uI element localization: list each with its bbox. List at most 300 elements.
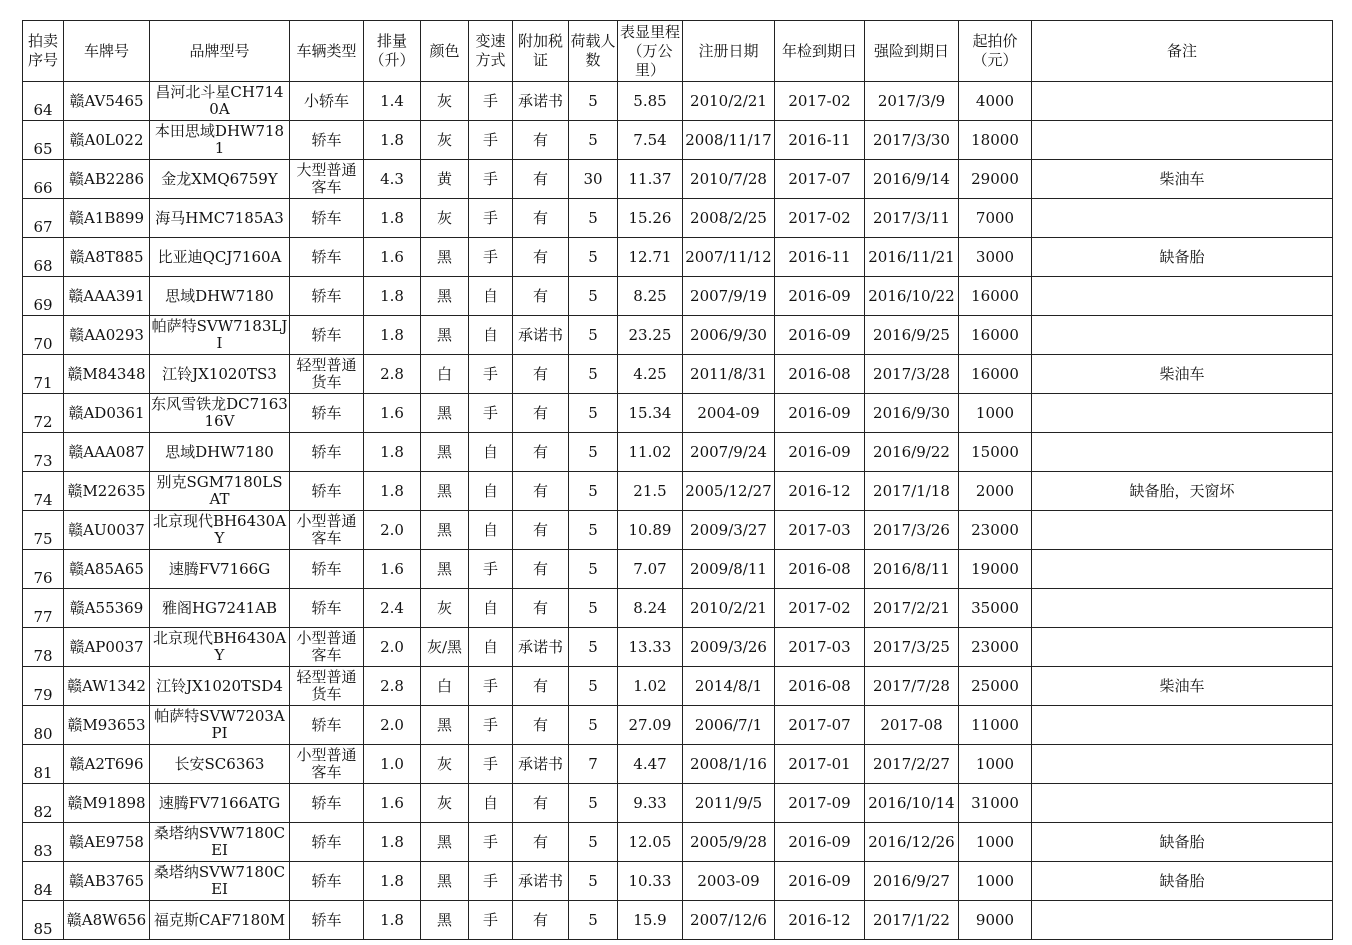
cell-color: 黑 bbox=[421, 472, 469, 511]
cell-starting-price: 16000 bbox=[959, 316, 1032, 355]
cell-registration-date: 2008/2/25 bbox=[683, 199, 775, 238]
cell-plate-number: 赣AD0361 bbox=[64, 394, 150, 433]
cell-starting-price: 15000 bbox=[959, 433, 1032, 472]
table-row bbox=[23, 82, 1333, 121]
cell-mileage: 10.89 bbox=[618, 511, 683, 550]
cell-color: 灰 bbox=[421, 784, 469, 823]
cell-purchase-tax: 承诺书 bbox=[513, 745, 569, 784]
cell-remarks: 缺备胎，天窗坏 bbox=[1032, 472, 1333, 511]
cell-color: 白 bbox=[421, 667, 469, 706]
cell-insurance-due: 2017/3/9 bbox=[865, 82, 959, 121]
cell-vehicle-type: 大型普通客车 bbox=[290, 160, 364, 199]
cell-seats: 5 bbox=[569, 121, 618, 160]
cell-plate-number: 赣AA0293 bbox=[64, 316, 150, 355]
cell-registration-date: 2003-09 bbox=[683, 862, 775, 901]
cell-brand-model: 思域DHW7180 bbox=[150, 277, 290, 316]
cell-vehicle-type: 轿车 bbox=[290, 706, 364, 745]
cell-mileage: 9.33 bbox=[618, 784, 683, 823]
cell-color: 黑 bbox=[421, 277, 469, 316]
cell-lot-number: 73 bbox=[23, 433, 64, 472]
cell-brand-model: 思域DHW7180 bbox=[150, 433, 290, 472]
header-vehicle-type: 车辆类型 bbox=[290, 21, 364, 82]
cell-lot-number: 69 bbox=[23, 277, 64, 316]
cell-remarks bbox=[1032, 511, 1333, 550]
cell-plate-number: 赣AB2286 bbox=[64, 160, 150, 199]
cell-starting-price: 29000 bbox=[959, 160, 1032, 199]
cell-mileage: 12.05 bbox=[618, 823, 683, 862]
header-plate-number: 车牌号 bbox=[64, 21, 150, 82]
table-row bbox=[23, 667, 1333, 706]
cell-displacement: 1.6 bbox=[364, 394, 421, 433]
cell-brand-model: 帕萨特SVW7203API bbox=[150, 706, 290, 745]
table-row bbox=[23, 199, 1333, 238]
cell-brand-model: 福克斯CAF7180M bbox=[150, 901, 290, 940]
cell-lot-number: 70 bbox=[23, 316, 64, 355]
cell-transmission: 手 bbox=[469, 238, 513, 277]
cell-transmission: 自 bbox=[469, 472, 513, 511]
cell-color: 白 bbox=[421, 355, 469, 394]
cell-mileage: 12.71 bbox=[618, 238, 683, 277]
cell-displacement: 2.8 bbox=[364, 355, 421, 394]
cell-registration-date: 2009/3/26 bbox=[683, 628, 775, 667]
cell-seats: 5 bbox=[569, 784, 618, 823]
cell-vehicle-type: 轿车 bbox=[290, 316, 364, 355]
cell-brand-model: 桑塔纳SVW7180CEI bbox=[150, 862, 290, 901]
cell-purchase-tax: 有 bbox=[513, 472, 569, 511]
cell-vehicle-type: 轿车 bbox=[290, 472, 364, 511]
cell-insurance-due: 2016/9/14 bbox=[865, 160, 959, 199]
cell-mileage: 11.02 bbox=[618, 433, 683, 472]
cell-insurance-due: 2017/3/25 bbox=[865, 628, 959, 667]
cell-displacement: 1.8 bbox=[364, 862, 421, 901]
cell-inspection-due: 2016-12 bbox=[775, 472, 865, 511]
cell-color: 黑 bbox=[421, 316, 469, 355]
cell-insurance-due: 2017-08 bbox=[865, 706, 959, 745]
cell-vehicle-type: 轿车 bbox=[290, 394, 364, 433]
cell-displacement: 1.8 bbox=[364, 433, 421, 472]
cell-transmission: 手 bbox=[469, 160, 513, 199]
cell-vehicle-type: 轿车 bbox=[290, 589, 364, 628]
cell-vehicle-type: 小型普通客车 bbox=[290, 745, 364, 784]
cell-purchase-tax: 有 bbox=[513, 589, 569, 628]
cell-remarks: 柴油车 bbox=[1032, 355, 1333, 394]
cell-inspection-due: 2016-11 bbox=[775, 121, 865, 160]
cell-displacement: 2.0 bbox=[364, 628, 421, 667]
cell-remarks: 缺备胎 bbox=[1032, 862, 1333, 901]
cell-starting-price: 16000 bbox=[959, 355, 1032, 394]
cell-purchase-tax: 有 bbox=[513, 121, 569, 160]
cell-lot-number: 76 bbox=[23, 550, 64, 589]
cell-mileage: 23.25 bbox=[618, 316, 683, 355]
cell-displacement: 1.4 bbox=[364, 82, 421, 121]
cell-seats: 5 bbox=[569, 550, 618, 589]
header-lot-number: 拍卖序号 bbox=[23, 21, 64, 82]
cell-mileage: 4.47 bbox=[618, 745, 683, 784]
cell-vehicle-type: 轿车 bbox=[290, 862, 364, 901]
auction-vehicle-table bbox=[22, 20, 1333, 940]
cell-starting-price: 1000 bbox=[959, 823, 1032, 862]
header-inspection-due: 年检到期日 bbox=[775, 21, 865, 82]
cell-starting-price: 4000 bbox=[959, 82, 1032, 121]
cell-displacement: 1.8 bbox=[364, 823, 421, 862]
cell-vehicle-type: 轿车 bbox=[290, 784, 364, 823]
cell-color: 黑 bbox=[421, 901, 469, 940]
cell-vehicle-type: 小型普通客车 bbox=[290, 511, 364, 550]
cell-transmission: 手 bbox=[469, 745, 513, 784]
cell-lot-number: 75 bbox=[23, 511, 64, 550]
cell-registration-date: 2009/8/11 bbox=[683, 550, 775, 589]
cell-registration-date: 2005/12/27 bbox=[683, 472, 775, 511]
cell-displacement: 2.0 bbox=[364, 706, 421, 745]
cell-lot-number: 72 bbox=[23, 394, 64, 433]
table-header bbox=[23, 21, 1333, 82]
cell-plate-number: 赣A55369 bbox=[64, 589, 150, 628]
cell-displacement: 2.0 bbox=[364, 511, 421, 550]
cell-brand-model: 金龙XMQ6759Y bbox=[150, 160, 290, 199]
header-brand-model: 品牌型号 bbox=[150, 21, 290, 82]
cell-inspection-due: 2016-08 bbox=[775, 550, 865, 589]
cell-remarks bbox=[1032, 784, 1333, 823]
cell-color: 黑 bbox=[421, 238, 469, 277]
cell-insurance-due: 2017/1/18 bbox=[865, 472, 959, 511]
cell-seats: 5 bbox=[569, 394, 618, 433]
cell-registration-date: 2014/8/1 bbox=[683, 667, 775, 706]
cell-transmission: 自 bbox=[469, 277, 513, 316]
cell-color: 黑 bbox=[421, 550, 469, 589]
cell-remarks bbox=[1032, 121, 1333, 160]
cell-plate-number: 赣AB3765 bbox=[64, 862, 150, 901]
cell-seats: 5 bbox=[569, 511, 618, 550]
header-mileage: 表显里程（万公里） bbox=[618, 21, 683, 82]
cell-mileage: 27.09 bbox=[618, 706, 683, 745]
cell-plate-number: 赣AW1342 bbox=[64, 667, 150, 706]
cell-plate-number: 赣M22635 bbox=[64, 472, 150, 511]
cell-displacement: 1.8 bbox=[364, 316, 421, 355]
cell-color: 灰 bbox=[421, 745, 469, 784]
table-row bbox=[23, 238, 1333, 277]
cell-plate-number: 赣AAA391 bbox=[64, 277, 150, 316]
cell-registration-date: 2010/7/28 bbox=[683, 160, 775, 199]
cell-lot-number: 71 bbox=[23, 355, 64, 394]
cell-mileage: 15.34 bbox=[618, 394, 683, 433]
cell-starting-price: 9000 bbox=[959, 901, 1032, 940]
cell-registration-date: 2004-09 bbox=[683, 394, 775, 433]
table-row bbox=[23, 745, 1333, 784]
cell-registration-date: 2010/2/21 bbox=[683, 589, 775, 628]
cell-transmission: 手 bbox=[469, 82, 513, 121]
header-row bbox=[23, 21, 1333, 82]
table-row bbox=[23, 823, 1333, 862]
cell-purchase-tax: 承诺书 bbox=[513, 862, 569, 901]
cell-vehicle-type: 小轿车 bbox=[290, 82, 364, 121]
cell-displacement: 1.8 bbox=[364, 277, 421, 316]
cell-transmission: 手 bbox=[469, 121, 513, 160]
cell-purchase-tax: 有 bbox=[513, 394, 569, 433]
cell-seats: 5 bbox=[569, 433, 618, 472]
cell-lot-number: 84 bbox=[23, 862, 64, 901]
cell-starting-price: 3000 bbox=[959, 238, 1032, 277]
cell-inspection-due: 2016-08 bbox=[775, 355, 865, 394]
cell-transmission: 手 bbox=[469, 706, 513, 745]
cell-remarks bbox=[1032, 199, 1333, 238]
cell-seats: 7 bbox=[569, 745, 618, 784]
table-row bbox=[23, 511, 1333, 550]
cell-mileage: 7.07 bbox=[618, 550, 683, 589]
cell-remarks: 缺备胎 bbox=[1032, 238, 1333, 277]
cell-inspection-due: 2017-03 bbox=[775, 511, 865, 550]
cell-inspection-due: 2016-08 bbox=[775, 667, 865, 706]
cell-brand-model: 北京现代BH6430AY bbox=[150, 511, 290, 550]
cell-seats: 30 bbox=[569, 160, 618, 199]
cell-seats: 5 bbox=[569, 316, 618, 355]
cell-plate-number: 赣A85A65 bbox=[64, 550, 150, 589]
cell-displacement: 2.8 bbox=[364, 667, 421, 706]
cell-registration-date: 2011/8/31 bbox=[683, 355, 775, 394]
cell-brand-model: 长安SC6363 bbox=[150, 745, 290, 784]
cell-starting-price: 19000 bbox=[959, 550, 1032, 589]
cell-displacement: 1.8 bbox=[364, 199, 421, 238]
cell-transmission: 手 bbox=[469, 901, 513, 940]
cell-lot-number: 82 bbox=[23, 784, 64, 823]
cell-color: 黑 bbox=[421, 823, 469, 862]
cell-purchase-tax: 有 bbox=[513, 160, 569, 199]
cell-inspection-due: 2016-12 bbox=[775, 901, 865, 940]
cell-purchase-tax: 有 bbox=[513, 199, 569, 238]
cell-purchase-tax: 有 bbox=[513, 706, 569, 745]
cell-inspection-due: 2016-09 bbox=[775, 862, 865, 901]
cell-registration-date: 2010/2/21 bbox=[683, 82, 775, 121]
cell-insurance-due: 2017/3/11 bbox=[865, 199, 959, 238]
cell-color: 黑 bbox=[421, 394, 469, 433]
cell-inspection-due: 2016-11 bbox=[775, 238, 865, 277]
cell-inspection-due: 2016-09 bbox=[775, 394, 865, 433]
header-seats: 荷载人数 bbox=[569, 21, 618, 82]
cell-registration-date: 2007/9/19 bbox=[683, 277, 775, 316]
cell-remarks bbox=[1032, 901, 1333, 940]
cell-purchase-tax: 有 bbox=[513, 277, 569, 316]
cell-brand-model: 北京现代BH6430AY bbox=[150, 628, 290, 667]
cell-insurance-due: 2017/2/21 bbox=[865, 589, 959, 628]
cell-insurance-due: 2016/10/22 bbox=[865, 277, 959, 316]
cell-insurance-due: 2016/9/22 bbox=[865, 433, 959, 472]
cell-mileage: 15.26 bbox=[618, 199, 683, 238]
cell-displacement: 1.6 bbox=[364, 550, 421, 589]
cell-seats: 5 bbox=[569, 706, 618, 745]
cell-remarks bbox=[1032, 628, 1333, 667]
table-row bbox=[23, 472, 1333, 511]
cell-registration-date: 2008/1/16 bbox=[683, 745, 775, 784]
cell-lot-number: 68 bbox=[23, 238, 64, 277]
cell-inspection-due: 2017-02 bbox=[775, 82, 865, 121]
cell-remarks: 缺备胎 bbox=[1032, 823, 1333, 862]
cell-vehicle-type: 轿车 bbox=[290, 121, 364, 160]
cell-seats: 5 bbox=[569, 862, 618, 901]
cell-seats: 5 bbox=[569, 901, 618, 940]
table-row bbox=[23, 394, 1333, 433]
cell-seats: 5 bbox=[569, 277, 618, 316]
cell-inspection-due: 2016-09 bbox=[775, 316, 865, 355]
cell-lot-number: 85 bbox=[23, 901, 64, 940]
cell-remarks bbox=[1032, 745, 1333, 784]
cell-remarks bbox=[1032, 550, 1333, 589]
cell-mileage: 15.9 bbox=[618, 901, 683, 940]
cell-inspection-due: 2017-07 bbox=[775, 160, 865, 199]
cell-purchase-tax: 有 bbox=[513, 433, 569, 472]
cell-transmission: 自 bbox=[469, 628, 513, 667]
cell-plate-number: 赣A1B899 bbox=[64, 199, 150, 238]
cell-brand-model: 帕萨特SVW7183LJI bbox=[150, 316, 290, 355]
cell-purchase-tax: 承诺书 bbox=[513, 628, 569, 667]
cell-brand-model: 比亚迪QCJ7160A bbox=[150, 238, 290, 277]
cell-mileage: 21.5 bbox=[618, 472, 683, 511]
cell-transmission: 手 bbox=[469, 667, 513, 706]
cell-plate-number: 赣M91898 bbox=[64, 784, 150, 823]
cell-starting-price: 23000 bbox=[959, 511, 1032, 550]
header-remarks: 备注 bbox=[1032, 21, 1333, 82]
table-row bbox=[23, 160, 1333, 199]
cell-brand-model: 桑塔纳SVW7180CEI bbox=[150, 823, 290, 862]
cell-brand-model: 速腾FV7166G bbox=[150, 550, 290, 589]
cell-inspection-due: 2016-09 bbox=[775, 277, 865, 316]
cell-insurance-due: 2017/3/30 bbox=[865, 121, 959, 160]
cell-lot-number: 81 bbox=[23, 745, 64, 784]
cell-starting-price: 16000 bbox=[959, 277, 1032, 316]
cell-transmission: 自 bbox=[469, 784, 513, 823]
cell-lot-number: 74 bbox=[23, 472, 64, 511]
cell-brand-model: 昌河北斗星CH7140A bbox=[150, 82, 290, 121]
cell-insurance-due: 2016/8/11 bbox=[865, 550, 959, 589]
cell-starting-price: 1000 bbox=[959, 745, 1032, 784]
cell-purchase-tax: 有 bbox=[513, 667, 569, 706]
cell-color: 灰/黑 bbox=[421, 628, 469, 667]
cell-displacement: 1.0 bbox=[364, 745, 421, 784]
cell-transmission: 自 bbox=[469, 316, 513, 355]
header-starting-price: 起拍价（元） bbox=[959, 21, 1032, 82]
cell-mileage: 8.25 bbox=[618, 277, 683, 316]
cell-starting-price: 23000 bbox=[959, 628, 1032, 667]
cell-seats: 5 bbox=[569, 82, 618, 121]
cell-registration-date: 2009/3/27 bbox=[683, 511, 775, 550]
cell-registration-date: 2007/11/12 bbox=[683, 238, 775, 277]
cell-displacement: 2.4 bbox=[364, 589, 421, 628]
cell-mileage: 13.33 bbox=[618, 628, 683, 667]
cell-purchase-tax: 有 bbox=[513, 511, 569, 550]
cell-plate-number: 赣AP0037 bbox=[64, 628, 150, 667]
cell-lot-number: 78 bbox=[23, 628, 64, 667]
cell-purchase-tax: 有 bbox=[513, 901, 569, 940]
cell-brand-model: 江铃JX1020TSD4 bbox=[150, 667, 290, 706]
cell-lot-number: 80 bbox=[23, 706, 64, 745]
cell-transmission: 手 bbox=[469, 862, 513, 901]
cell-brand-model: 本田思域DHW7181 bbox=[150, 121, 290, 160]
cell-plate-number: 赣A2T696 bbox=[64, 745, 150, 784]
cell-mileage: 1.02 bbox=[618, 667, 683, 706]
cell-inspection-due: 2017-02 bbox=[775, 589, 865, 628]
table-row bbox=[23, 628, 1333, 667]
cell-remarks: 柴油车 bbox=[1032, 160, 1333, 199]
cell-displacement: 1.6 bbox=[364, 784, 421, 823]
cell-vehicle-type: 轿车 bbox=[290, 277, 364, 316]
cell-color: 黄 bbox=[421, 160, 469, 199]
header-registration-date: 注册日期 bbox=[683, 21, 775, 82]
cell-lot-number: 77 bbox=[23, 589, 64, 628]
table-row bbox=[23, 121, 1333, 160]
cell-mileage: 5.85 bbox=[618, 82, 683, 121]
cell-starting-price: 1000 bbox=[959, 394, 1032, 433]
cell-lot-number: 66 bbox=[23, 160, 64, 199]
cell-vehicle-type: 轿车 bbox=[290, 433, 364, 472]
cell-displacement: 1.8 bbox=[364, 901, 421, 940]
cell-transmission: 手 bbox=[469, 355, 513, 394]
cell-registration-date: 2007/12/6 bbox=[683, 901, 775, 940]
cell-insurance-due: 2016/11/21 bbox=[865, 238, 959, 277]
cell-insurance-due: 2017/1/22 bbox=[865, 901, 959, 940]
cell-remarks bbox=[1032, 394, 1333, 433]
cell-registration-date: 2006/7/1 bbox=[683, 706, 775, 745]
cell-displacement: 1.8 bbox=[364, 121, 421, 160]
cell-registration-date: 2005/9/28 bbox=[683, 823, 775, 862]
cell-starting-price: 7000 bbox=[959, 199, 1032, 238]
cell-starting-price: 25000 bbox=[959, 667, 1032, 706]
table-row bbox=[23, 706, 1333, 745]
cell-vehicle-type: 小型普通客车 bbox=[290, 628, 364, 667]
cell-transmission: 自 bbox=[469, 511, 513, 550]
cell-color: 黑 bbox=[421, 433, 469, 472]
table-row bbox=[23, 589, 1333, 628]
cell-transmission: 手 bbox=[469, 823, 513, 862]
table-row bbox=[23, 316, 1333, 355]
cell-seats: 5 bbox=[569, 589, 618, 628]
cell-brand-model: 别克SGM7180LS AT bbox=[150, 472, 290, 511]
cell-transmission: 自 bbox=[469, 433, 513, 472]
cell-remarks bbox=[1032, 433, 1333, 472]
header-insurance-due: 强险到期日 bbox=[865, 21, 959, 82]
header-color: 颜色 bbox=[421, 21, 469, 82]
cell-transmission: 自 bbox=[469, 589, 513, 628]
cell-purchase-tax: 有 bbox=[513, 550, 569, 589]
cell-mileage: 4.25 bbox=[618, 355, 683, 394]
cell-plate-number: 赣AU0037 bbox=[64, 511, 150, 550]
cell-starting-price: 11000 bbox=[959, 706, 1032, 745]
header-transmission: 变速方式 bbox=[469, 21, 513, 82]
cell-purchase-tax: 有 bbox=[513, 238, 569, 277]
cell-seats: 5 bbox=[569, 355, 618, 394]
cell-plate-number: 赣M93653 bbox=[64, 706, 150, 745]
cell-inspection-due: 2017-01 bbox=[775, 745, 865, 784]
cell-seats: 5 bbox=[569, 628, 618, 667]
cell-insurance-due: 2017/2/27 bbox=[865, 745, 959, 784]
cell-displacement: 4.3 bbox=[364, 160, 421, 199]
cell-starting-price: 18000 bbox=[959, 121, 1032, 160]
cell-lot-number: 79 bbox=[23, 667, 64, 706]
cell-inspection-due: 2017-07 bbox=[775, 706, 865, 745]
cell-transmission: 手 bbox=[469, 394, 513, 433]
cell-plate-number: 赣A8T885 bbox=[64, 238, 150, 277]
table-row bbox=[23, 862, 1333, 901]
cell-vehicle-type: 轻型普通货车 bbox=[290, 667, 364, 706]
cell-brand-model: 雅阁HG7241AB bbox=[150, 589, 290, 628]
cell-plate-number: 赣AV5465 bbox=[64, 82, 150, 121]
cell-lot-number: 83 bbox=[23, 823, 64, 862]
cell-insurance-due: 2016/9/27 bbox=[865, 862, 959, 901]
cell-mileage: 11.37 bbox=[618, 160, 683, 199]
cell-remarks bbox=[1032, 316, 1333, 355]
cell-vehicle-type: 轿车 bbox=[290, 823, 364, 862]
cell-inspection-due: 2016-09 bbox=[775, 823, 865, 862]
table-row bbox=[23, 355, 1333, 394]
cell-brand-model: 东风雪铁龙DC716316V bbox=[150, 394, 290, 433]
cell-plate-number: 赣A0L022 bbox=[64, 121, 150, 160]
